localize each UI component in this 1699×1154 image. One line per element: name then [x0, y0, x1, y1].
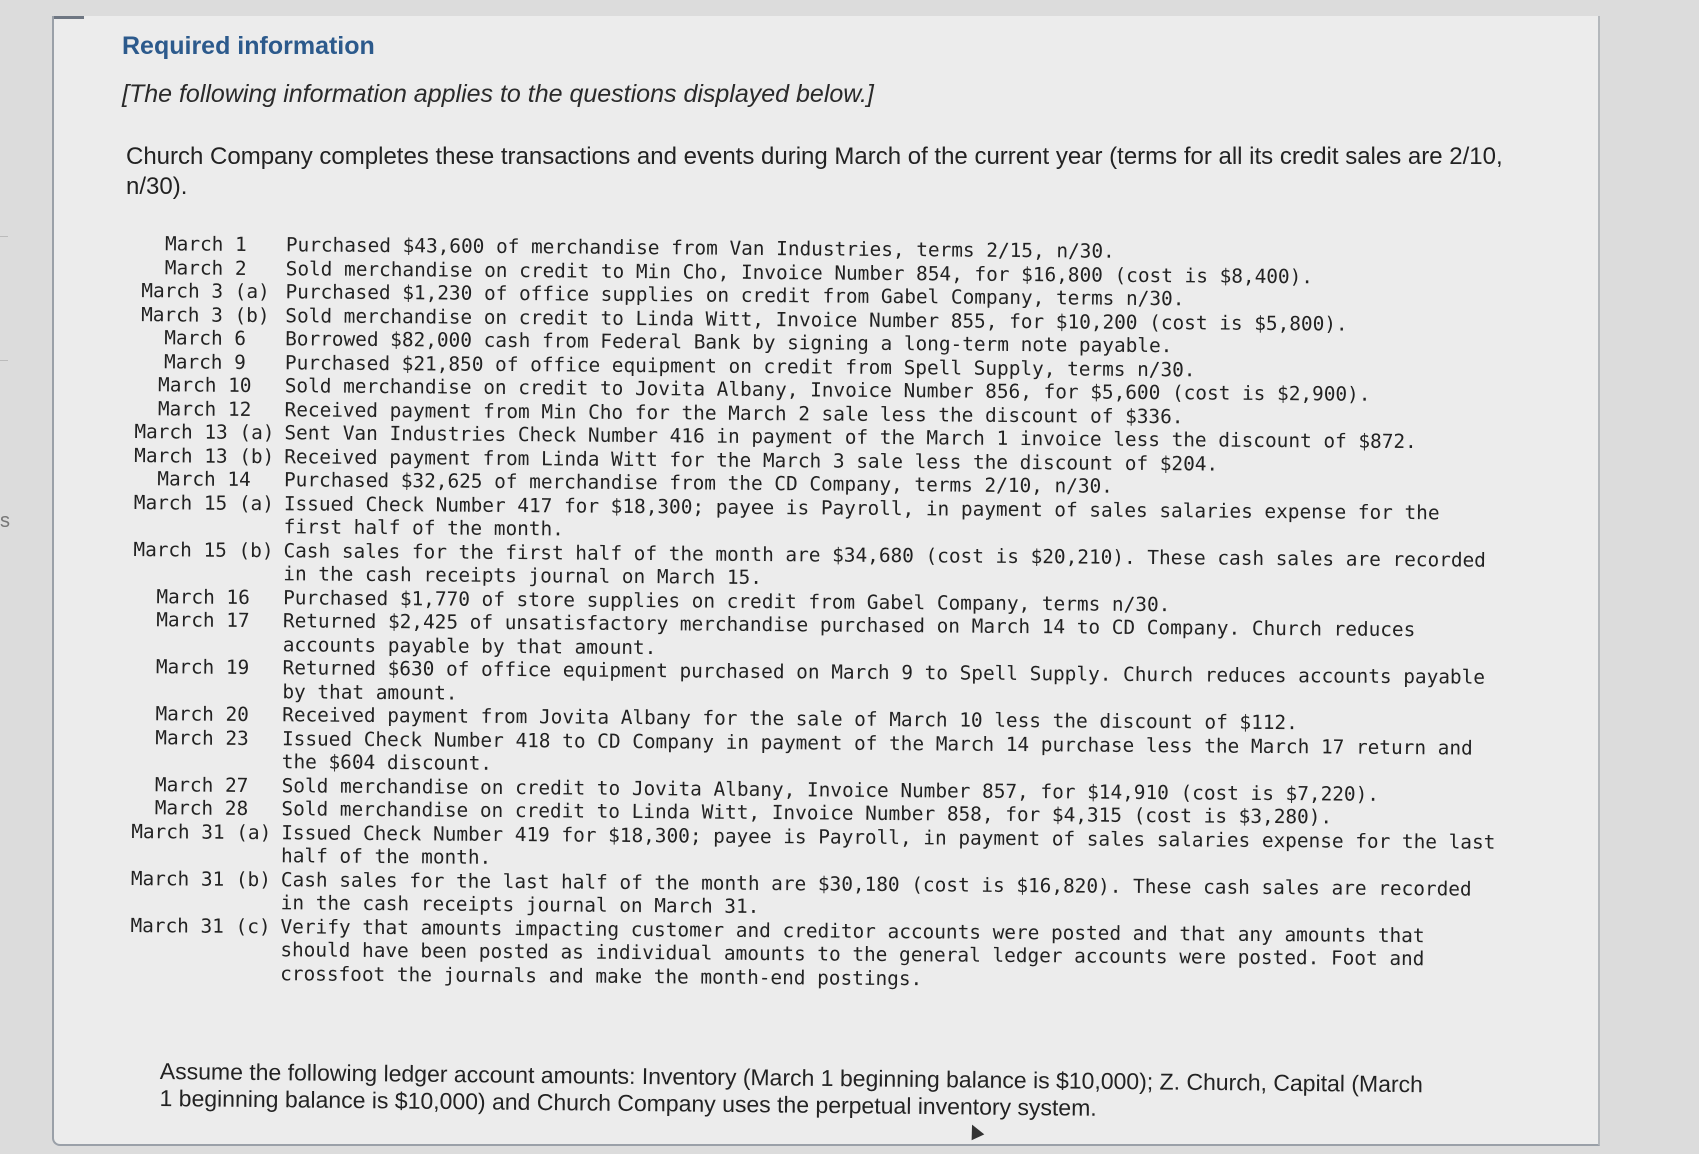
- transaction-date: March 10: [158, 373, 252, 397]
- edge-divider: [0, 360, 8, 361]
- transaction-date: March 31 (c): [130, 913, 271, 938]
- transaction-text: Cash sales for the last half of the month are $30,180 (cost is $16,820). These cash sales are recorded in the cash receipts journal on March 31.: [280, 867, 1472, 918]
- transaction-text: Returned $2,425 of unsatisfactory merchandise purchased on March 14 to CD Company. Church reduces accounts payable by that amount.: [282, 609, 1416, 659]
- transactions-list: [124, 232, 1510, 995]
- info-applies-note: [The following information applies to the questions displayed below.]: [122, 80, 874, 108]
- transaction-text: Sold merchandise on credit to Linda Witt, Invoice Number 855, for $10,200 (cost is $5,800).: [285, 303, 1348, 336]
- transaction-text: Issued Check Number 419 for $18,300; payee is Payroll, in payment of sales salaries expense for the last half of the month.: [281, 820, 1496, 869]
- transaction-text: Verify that amounts impacting customer and creditor accounts were posted and that any amounts that should have been posted as individual amounts to the general ledger accounts were posted. Foot and crossfoot the journals and make the month-end postings.: [280, 914, 1425, 990]
- transaction-text: Cash sales for the first half of the month are $34,680 (cost is $20,210). These cash sales are recorded in the cash receipts journal on March 15.: [283, 538, 1486, 589]
- transaction-date: March 1: [164, 232, 247, 256]
- edge-text: s: [0, 510, 10, 532]
- transaction-text: Purchased $43,600 of merchandise from Van Industries, terms 2/15, n/30.: [285, 233, 1115, 263]
- panel-corner-accent: [54, 16, 84, 19]
- transaction-text: Issued Check Number 417 for $18,300; payee is Payroll, in payment of sales salaries expense for the first half of the month.: [283, 491, 1440, 541]
- ledger-assumption-note: Assume the following ledger account amounts: Inventory (March 1 beginning balance is $10,000); Z. Church, Capital (March 1 beginning balance is $10,000) and Church Company uses the perpetual inventory system.: [159, 1058, 1424, 1121]
- transaction-date: March 13 (b): [134, 443, 275, 468]
- transaction-text: Sold merchandise on credit to Linda Witt, Invoice Number 858, for $4,315 (cost is $3,280).: [281, 797, 1333, 829]
- transaction-date: March 9: [164, 349, 246, 374]
- edge-divider: [0, 236, 8, 237]
- transaction-date: March 23: [155, 725, 249, 750]
- transaction-text: Returned $630 of office equipment purchased on March 9 to Spell Supply. Church reduces accounts payable by that amount.: [282, 656, 1486, 705]
- transaction-date: March 31 (a): [131, 819, 272, 844]
- transaction-text: Sold merchandise on credit to Min Cho, Invoice Number 854, for $16,800 (cost is $8,400).: [285, 256, 1314, 288]
- transaction-row: [124, 913, 1505, 994]
- transaction-date: March 3 (b): [141, 302, 270, 327]
- transaction-date: March 12: [157, 396, 252, 421]
- transaction-date: March 13 (a): [134, 420, 275, 445]
- transaction-date: March 15 (a): [133, 490, 275, 515]
- transaction-date: March 20: [155, 702, 250, 726]
- transaction-date: March 15 (b): [133, 537, 274, 562]
- transaction-date: March 27: [154, 772, 249, 797]
- transaction-date: March 16: [156, 584, 250, 609]
- transaction-text: Purchased $21,850 of office equipment on credit from Spell Supply, terms n/30.: [284, 350, 1196, 381]
- transaction-text: Borrowed $82,000 cash from Federal Bank by signing a long-term note payable.: [285, 327, 1173, 358]
- transaction-date: March 14: [157, 467, 251, 491]
- transaction-date: March 3 (a): [141, 279, 270, 304]
- transaction-text: Issued Check Number 418 to CD Company in payment of the March 14 purchase less the March 17 return and the $604 discount.: [281, 726, 1473, 775]
- transaction-date: March 2: [164, 255, 247, 280]
- transaction-date: March 31 (b): [130, 866, 272, 891]
- required-information-heading: Required information: [122, 32, 375, 60]
- transaction-date: March 6: [164, 326, 247, 350]
- transaction-text: Purchased $32,625 of merchandise from the CD Company, terms 2/10, n/30.: [283, 468, 1113, 498]
- transaction-date: March 17: [156, 608, 250, 632]
- transaction-text: Sent Van Industries Check Number 416 in payment of the March 1 invoice less the discount of $872.: [284, 421, 1417, 454]
- transaction-text: Purchased $1,230 of office supplies on credit from Gabel Company, terms n/30.: [285, 280, 1185, 311]
- transaction-text: Received payment from Linda Witt for the March 3 sale less the discount of $204.: [284, 444, 1219, 476]
- transaction-date: March 28: [154, 796, 249, 820]
- transaction-text: Received payment from Jovita Albany for the sale of March 10 less the discount of $112.: [282, 703, 1298, 735]
- transaction-text: Sold merchandise on credit to Jovita Albany, Invoice Number 856, for $5,600 (cost is $2,900).: [284, 374, 1371, 406]
- transaction-text: Sold merchandise on credit to Jovita Albany, Invoice Number 857, for $14,910 (cost is $7,220).: [281, 773, 1380, 806]
- transaction-text: Received payment from Min Cho for the March 2 sale less the discount of $336.: [284, 397, 1184, 428]
- problem-intro: Church Company completes these transactions and events during March of the current year (terms for all its credit sales are 2/10, n/30).: [126, 143, 1503, 200]
- transaction-text: Purchased $1,770 of store supplies on credit from Gabel Company, terms n/30.: [283, 585, 1171, 616]
- transaction-date: March 19: [155, 655, 250, 679]
